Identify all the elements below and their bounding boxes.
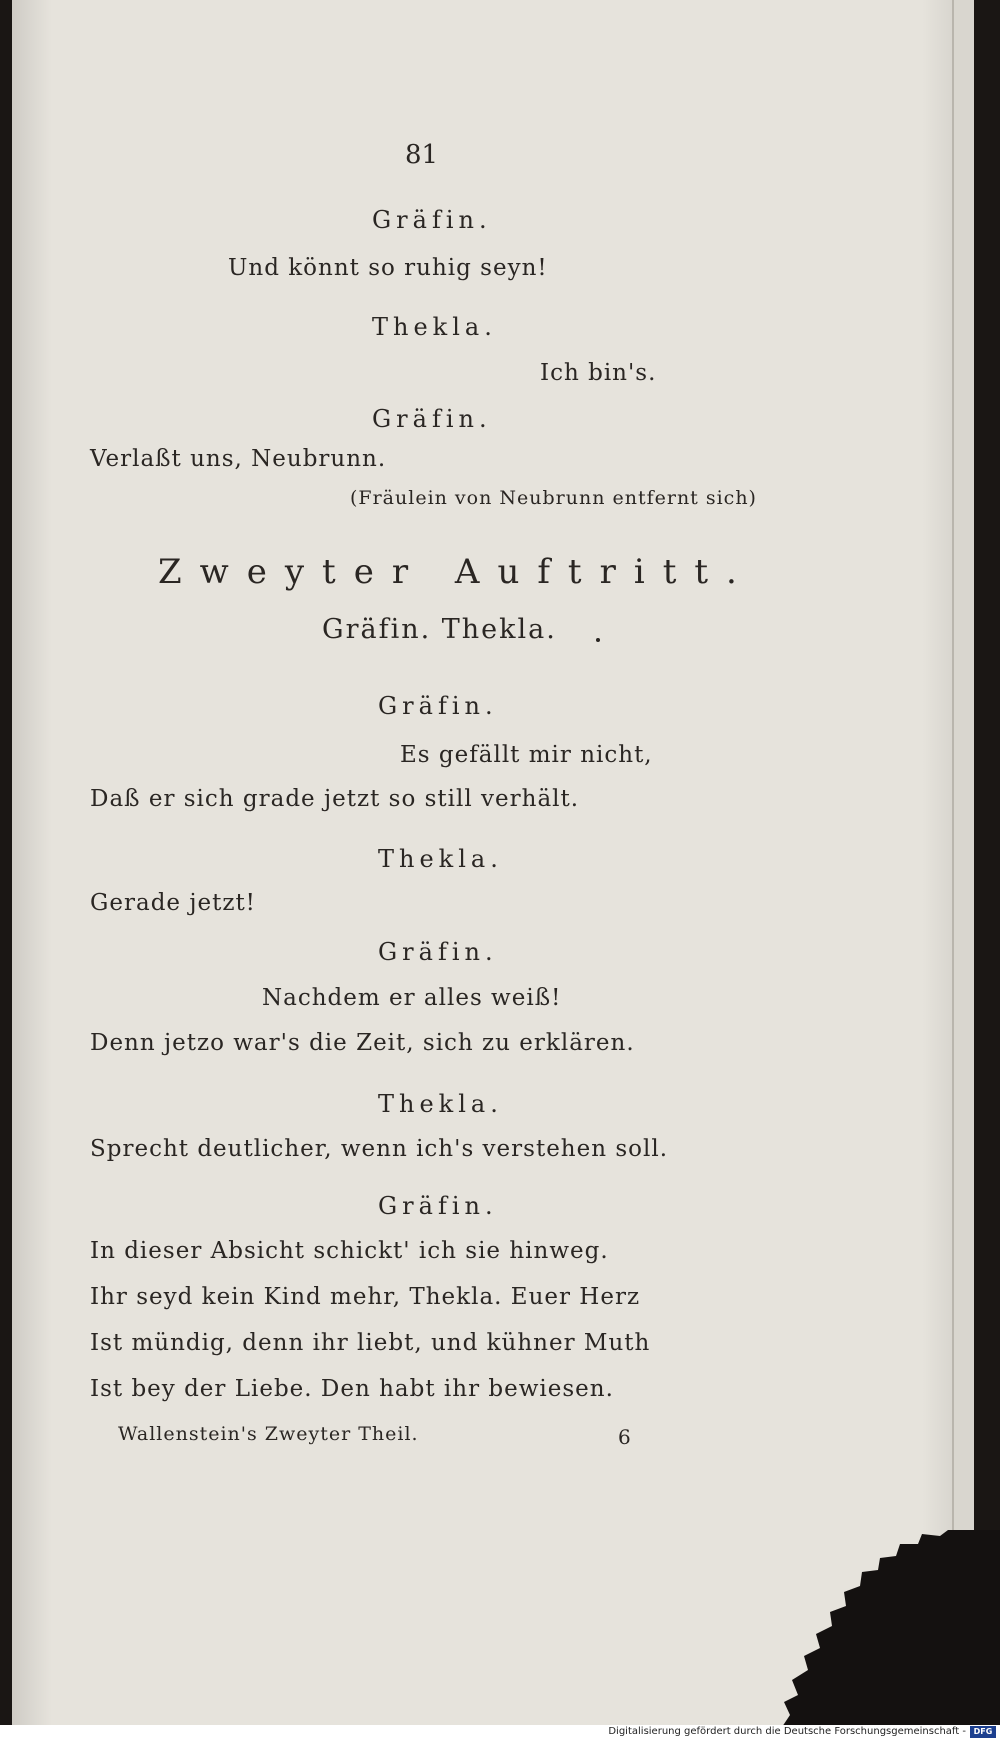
verse-line: Sprecht deutlicher, wenn ich's verstehen soll. <box>90 1136 669 1162</box>
verse-line: Nachdem er alles weiß! <box>262 985 562 1011</box>
running-footer-title: Wallenstein's Zweyter Theil. <box>118 1423 419 1445</box>
stage-direction: (Fräulein von Neubrunn entfernt sich) <box>350 487 757 509</box>
verse-line: Ist bey der Liebe. Den habt ihr bewiesen. <box>90 1376 614 1402</box>
speaker-label: Gräfin. <box>372 206 492 234</box>
verse-line: Ich bin's. <box>540 360 657 386</box>
dfg-logo[interactable]: DFG <box>970 1726 996 1738</box>
verse-line: In dieser Absicht schickt' ich sie hinweg. <box>90 1238 609 1264</box>
speaker-label: Thekla. <box>372 313 497 341</box>
speaker-label: Thekla. <box>378 845 503 873</box>
torn-corner <box>780 1530 1000 1730</box>
page-number: 81 <box>405 140 439 170</box>
verse-line: Ihr seyd kein Kind mehr, Thekla. Euer Herz <box>90 1284 641 1310</box>
verse-line: Ist mündig, denn ihr liebt, und kühner Muth <box>90 1330 651 1356</box>
digitization-credit: Digitalisierung gefördert durch die Deutsche Forschungsgemeinschaft - <box>608 1726 966 1737</box>
scene-persons: Gräfin. Thekla. <box>322 614 557 645</box>
scene-heading: Zweyter Auftritt. <box>158 552 755 592</box>
verse-line: Verlaßt uns, Neubrunn. <box>90 446 387 472</box>
speaker-label: Gräfin. <box>378 1192 498 1220</box>
speaker-label: Gräfin. <box>372 405 492 433</box>
verse-line: Gerade jetzt! <box>90 890 256 916</box>
verse-line: Und könnt so ruhig seyn! <box>228 255 548 281</box>
verse-line: Denn jetzo war's die Zeit, sich zu erklären. <box>90 1030 635 1056</box>
speaker-label: Gräfin. <box>378 938 498 966</box>
ink-dot <box>596 638 600 642</box>
verse-line: Daß er sich grade jetzt so still verhält. <box>90 786 580 812</box>
signature-mark: 6 <box>618 1425 631 1449</box>
verse-line: Es gefällt mir nicht, <box>400 742 653 768</box>
speaker-label: Thekla. <box>378 1090 503 1118</box>
page-edge <box>952 0 974 1725</box>
speaker-label: Gräfin. <box>378 692 498 720</box>
